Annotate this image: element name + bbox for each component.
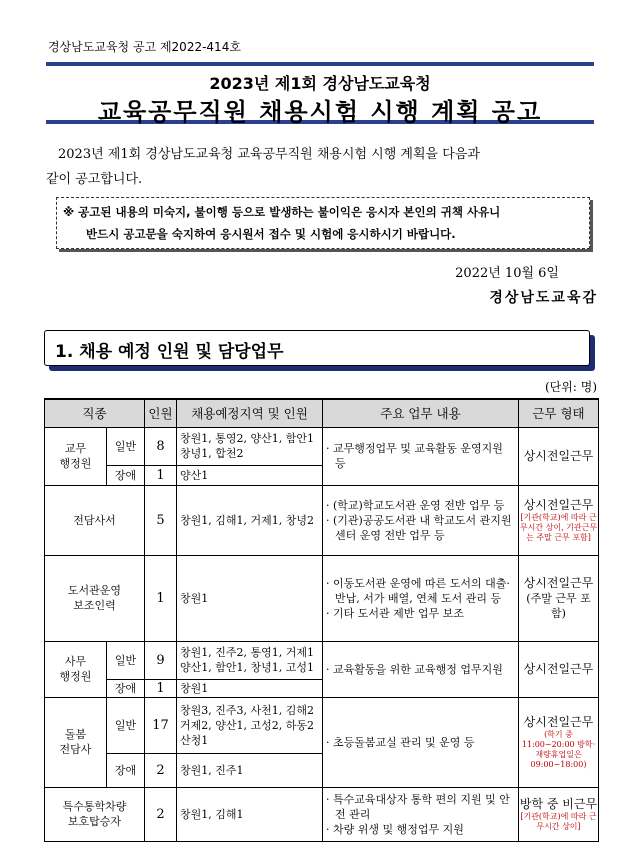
duty-cell xyxy=(323,641,519,697)
table-row xyxy=(45,485,599,555)
count-cell: 1 xyxy=(145,679,177,697)
work-cell: 상시전일근무 xyxy=(519,641,599,697)
job-cell: 특수통학차량 보호탑승자 xyxy=(45,787,145,841)
type-cell: 장애 xyxy=(107,679,145,697)
work-cell xyxy=(519,555,599,641)
count-cell: 9 xyxy=(145,641,177,679)
section-heading xyxy=(44,330,590,366)
unit-label: (단위: 명) xyxy=(545,380,597,394)
region-cell: 창원1, 진주2, 통영1, 거제1 양산1, 함안1, 창녕1, 고성1 xyxy=(177,641,323,679)
job-cell: 전담사서 xyxy=(45,485,145,555)
duty-cell xyxy=(323,787,519,841)
region-cell: 창원1, 김해1 xyxy=(177,787,323,841)
job-cell: 돌봄 전담사 xyxy=(45,697,107,787)
duty-item: · 교육활동을 위한 교육행정 업무지원 xyxy=(326,662,503,676)
type-cell: 일반 xyxy=(107,697,145,753)
count-cell: 2 xyxy=(145,753,177,787)
section-title: 1. 채용 예정 인원 및 담당업무 xyxy=(55,342,284,362)
intro-line-2: 같이 공고합니다. xyxy=(46,172,143,187)
work-cell: 상시전일근무 xyxy=(519,427,599,485)
header-duty: 주요 업무 내용 xyxy=(323,399,519,427)
table-row xyxy=(45,427,599,465)
region-cell: 창원1, 진주1 xyxy=(177,753,323,787)
duty-cell xyxy=(323,485,519,555)
work-type: 상시전일근무 xyxy=(523,714,594,729)
page-title: 교육공무직원 채용시험 시행 계획 공고 xyxy=(97,98,543,126)
title-banner xyxy=(46,62,594,124)
warning-box xyxy=(56,197,590,249)
work-note: (주말 근무 포함) xyxy=(526,591,591,620)
region-cell: 창원1, 김해1, 거제1, 창녕2 xyxy=(177,485,323,555)
work-note: (학기 중 11:00~20:00 방학·재량휴업일은 09:00~18:00) xyxy=(521,729,596,769)
type-cell: 일반 xyxy=(107,641,145,679)
duty-item: · 차량 위생 및 행정업무 지원 xyxy=(326,822,464,836)
work-cell xyxy=(519,485,599,555)
table-header-row xyxy=(45,399,599,427)
duty-item: · 교무행정업무 및 교육활동 운영지원 등 xyxy=(326,442,503,470)
work-note: [기관(학교)에 따라 근무시간 상이] xyxy=(520,811,597,831)
job-cell: 도서관운영 보조인력 xyxy=(45,555,145,641)
notice-number: 경상남도교육청 공고 제2022-414호 xyxy=(48,40,241,54)
job-cell: 교무 행정원 xyxy=(45,427,107,485)
job-cell: 사무 행정원 xyxy=(45,641,107,697)
warning-line-2: 반드시 공고문을 숙지하여 응시원서 접수 및 시험에 응시하시기 바랍니다. xyxy=(86,227,456,241)
work-cell xyxy=(519,697,599,787)
count-cell: 1 xyxy=(145,555,177,641)
region-cell: 창원1, 통영2, 양산1, 함안1 창녕1, 합천2 xyxy=(177,427,323,465)
work-type: 상시전일근무 xyxy=(523,497,594,512)
duty-item: · 기타 도서관 제반 업무 보조 xyxy=(326,606,464,620)
table-row xyxy=(45,555,599,641)
notice-date: 2022년 10월 6일 xyxy=(455,266,559,281)
header-work-type: 근무 형태 xyxy=(519,399,599,427)
duty-item: · 이동도서관 운영에 따른 도서의 대출·반납, 서가 배열, 연체 도서 관리 등 xyxy=(326,576,510,605)
count-cell: 5 xyxy=(145,485,177,555)
recruitment-table xyxy=(44,398,599,842)
count-cell: 2 xyxy=(145,787,177,841)
table-row xyxy=(45,641,599,679)
type-cell: 일반 xyxy=(107,427,145,465)
intro-line-1: 2023년 제1회 경상남도교육청 교육공무직원 채용시험 시행 계획을 다음과 xyxy=(58,147,480,162)
duty-cell xyxy=(323,427,519,485)
work-type: 상시전일근무 xyxy=(523,575,594,590)
count-cell: 8 xyxy=(145,427,177,465)
type-cell: 장애 xyxy=(107,465,145,485)
work-note: [기관(학교)에 따라 근무시간 상이, 기관근무는 주말 근무 포함] xyxy=(519,512,598,542)
region-cell: 양산1 xyxy=(177,465,323,485)
count-cell: 1 xyxy=(145,465,177,485)
work-cell xyxy=(519,787,599,841)
header-count: 인원 xyxy=(145,399,177,427)
region-cell: 창원1 xyxy=(177,679,323,697)
count-cell: 17 xyxy=(145,697,177,753)
header-region: 채용예정지역 및 인원 xyxy=(177,399,323,427)
intro-text xyxy=(46,142,598,192)
duty-item: · 특수교육대상자 통학 편의 지원 및 안전 관리 xyxy=(326,792,510,821)
duty-item: · 초등돌봄교실 관리 및 운영 등 xyxy=(326,735,475,749)
region-cell: 창원1 xyxy=(177,555,323,641)
issuing-office: 경상남도교육감 xyxy=(489,290,598,306)
table-row xyxy=(45,787,599,841)
duty-item: · (기관)공공도서관 내 학교도서 관지원센터 운영 전반 업무 등 xyxy=(326,513,512,542)
type-cell: 장애 xyxy=(107,753,145,787)
duty-item: · (학교)학교도서관 운영 전반 업무 등 xyxy=(326,498,505,512)
region-cell: 창원3, 진주3, 사천1, 김해2 거제2, 양산1, 고성2, 하동2 산청1 xyxy=(177,697,323,753)
work-type: 방학 중 비근무 xyxy=(519,796,598,811)
duty-cell xyxy=(323,697,519,787)
header-job: 직종 xyxy=(45,399,145,427)
title-line-1: 2023년 제1회 경상남도교육청 xyxy=(209,74,431,93)
warning-line-1: ※ 공고된 내용의 미숙지, 불이행 등으로 발생하는 불이익은 응시자 본인의 귀책 사유니 xyxy=(63,205,501,219)
duty-cell xyxy=(323,555,519,641)
table-row xyxy=(45,697,599,753)
